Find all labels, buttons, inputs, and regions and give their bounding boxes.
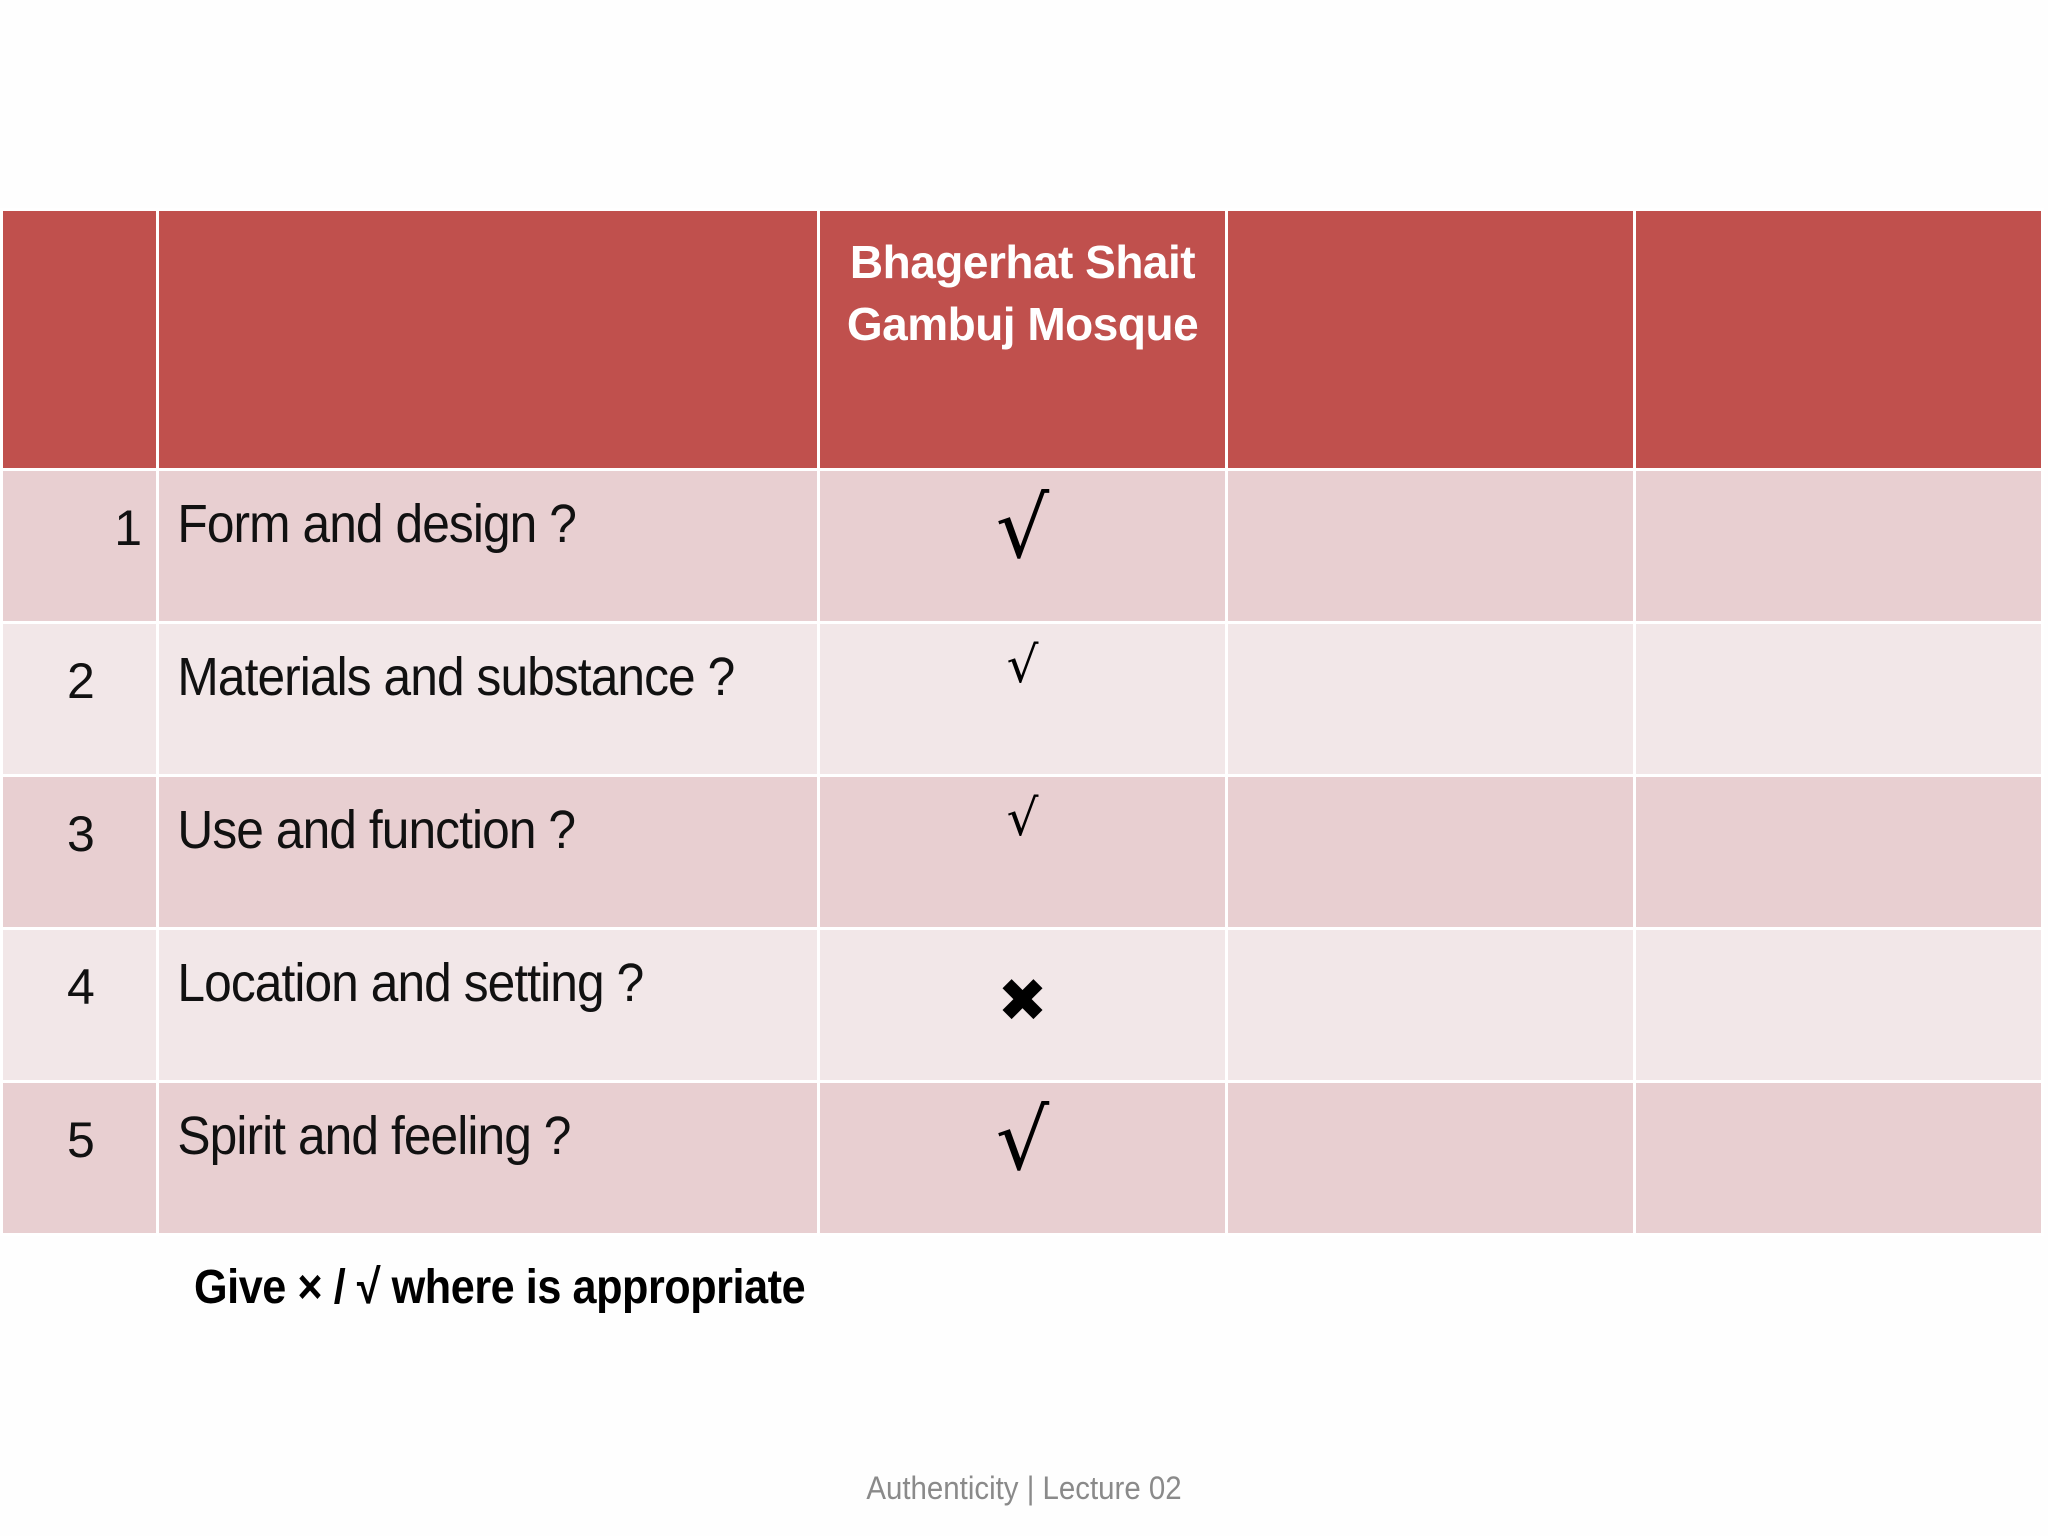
mark-cell: [819, 470, 1227, 623]
row-number-cell: [2, 470, 158, 623]
empty-cell: [1635, 623, 2043, 776]
criterion-cell: [158, 929, 819, 1082]
empty-cell: [1227, 929, 1635, 1082]
empty-cell: [1227, 470, 1635, 623]
authenticity-table: [0, 208, 2044, 1236]
cross-mark-icon: ✖: [997, 966, 1048, 1036]
check-mark-icon: √: [995, 1091, 1050, 1189]
row-number-cell: [2, 929, 158, 1082]
mark-cell: [819, 929, 1227, 1082]
table-row: [2, 470, 2043, 623]
instruction-text: Give × / √ where is appropriate: [194, 1261, 806, 1314]
header-number-cell: [2, 210, 158, 470]
check-mark-icon: √: [1006, 636, 1039, 694]
mark-cell: [819, 776, 1227, 929]
empty-cell: [1227, 776, 1635, 929]
mark-cell: [819, 623, 1227, 776]
check-mark-icon: √: [1006, 789, 1039, 847]
footer-text: Authenticity | Lecture 02: [866, 1470, 1182, 1506]
empty-cell: [1227, 1082, 1635, 1235]
criterion-cell: [158, 1082, 819, 1235]
criterion-cell: [158, 470, 819, 623]
empty-cell: [1227, 623, 1635, 776]
empty-cell: [1635, 1082, 2043, 1235]
check-mark-icon: √: [995, 479, 1050, 577]
mark-cell: [819, 1082, 1227, 1235]
row-number-cell: [2, 1082, 158, 1235]
row-number: 3: [67, 806, 95, 862]
table-row: [2, 1082, 2043, 1235]
row-number: 4: [67, 959, 95, 1015]
site-name-line-2: Gambuj Mosque: [846, 298, 1199, 350]
row-number: 5: [67, 1112, 95, 1168]
criterion-cell: [158, 623, 819, 776]
criterion-label: Spirit and feeling ?: [177, 1106, 571, 1166]
row-number-cell: [2, 623, 158, 776]
header-extra-cell-1: [1227, 210, 1635, 470]
header-extra-cell-2: [1635, 210, 2043, 470]
row-number: 2: [67, 653, 95, 709]
criterion-label: Materials and substance ?: [177, 647, 735, 707]
empty-cell: [1635, 776, 2043, 929]
criterion-label: Use and function ?: [177, 800, 576, 860]
table-row: [2, 929, 2043, 1082]
site-name-line-1: Bhagerhat Shait: [849, 236, 1196, 288]
empty-cell: [1635, 929, 2043, 1082]
header-site-cell: [819, 210, 1227, 470]
table-row: [2, 776, 2043, 929]
table-header-row: [2, 210, 2043, 470]
criterion-cell: [158, 776, 819, 929]
header-criteria-cell: [158, 210, 819, 470]
row-number-cell: [2, 776, 158, 929]
row-number: 1: [114, 500, 142, 556]
empty-cell: [1635, 470, 2043, 623]
table-row: [2, 623, 2043, 776]
criterion-label: Form and design ?: [177, 494, 576, 554]
criterion-label: Location and setting ?: [177, 953, 644, 1013]
